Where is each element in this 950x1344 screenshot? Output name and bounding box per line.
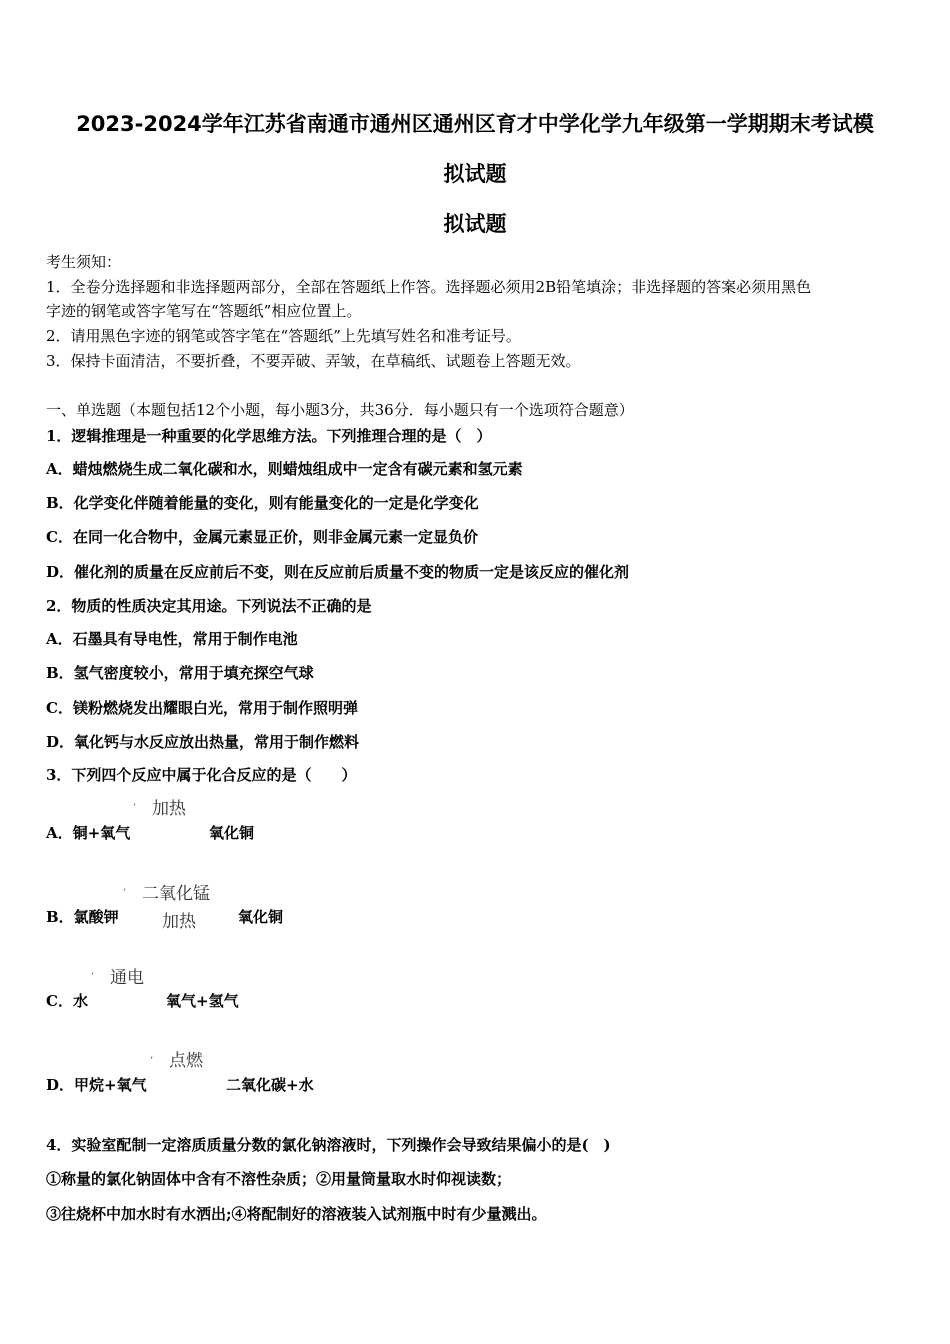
product-label: 氧气+氢气 <box>166 992 239 1010</box>
question-4-line-1: ①称量的氯化钠固体中含有不溶性杂质；②用量筒量取水时仰视读数； <box>46 1170 512 1188</box>
notice-item-2: 2．请用黑色字迹的钢笔或答字笔在“答题纸”上先填写姓名和准考证号。 <box>46 327 521 345</box>
page-title-line-1: 2023-2024学年江苏省南通市通州区通州区育才中学化学九年级第一学期期末考试模 <box>76 112 874 136</box>
notice-item-1-cont: 字迹的钢笔或答字笔写在“答题纸”相应位置上。 <box>46 302 362 320</box>
reaction-condition-top: 点燃 <box>169 1051 203 1071</box>
product-label: 二氧化碳+水 <box>226 1076 314 1094</box>
page-subtitle: 拟试题 <box>443 212 507 236</box>
question-1-option-b: B．化学变化伴随着能量的变化，则有能量变化的一定是化学变化 <box>46 494 479 512</box>
reaction-arrow-mark: ‘ <box>123 888 126 898</box>
reaction-condition-bottom: 加热 <box>162 912 196 932</box>
question-1-option-c: C．在同一化合物中，金属元素显正价，则非金属元素一定显负价 <box>46 528 478 546</box>
page-title-line-2: 拟试题 <box>443 162 507 186</box>
question-1-stem: 1．逻辑推理是一种重要的化学思维方法。下列推理合理的是（ ） <box>46 427 492 445</box>
reaction-arrow-mark: ‘ <box>91 972 94 982</box>
reactants-label: A．铜+氧气 <box>46 824 131 842</box>
question-2-option-b: B．氢气密度较小，常用于填充探空气球 <box>46 664 314 682</box>
reaction-arrow-mark: ‘ <box>150 1056 153 1066</box>
reaction-condition-top: 加热 <box>152 799 186 819</box>
question-3-stem: 3．下列四个反应中属于化合反应的是（ ） <box>46 766 357 784</box>
reaction-condition-top: 二氧化锰 <box>142 884 210 904</box>
notice-heading: 考生须知： <box>46 253 122 271</box>
question-2-option-a: A．石墨具有导电性，常用于制作电池 <box>46 630 298 648</box>
question-4-stem: 4．实验室配制一定溶质质量分数的氯化钠溶液时，下列操作会导致结果偏小的是( ) <box>46 1136 611 1154</box>
reaction-condition-top: 通电 <box>110 968 144 988</box>
question-1-option-d: D．催化剂的质量在反应前后不变，则在反应前后质量不变的物质一定是该反应的催化剂 <box>46 563 630 581</box>
reaction-arrow-mark: ‘ <box>133 803 136 813</box>
question-2-option-c: C．镁粉燃烧发出耀眼白光，常用于制作照明弹 <box>46 699 358 717</box>
section-heading: 一、单选题（本题包括12个小题，每小题3分，共36分．每小题只有一个选项符合题意） <box>46 401 634 419</box>
question-2-option-d: D．氧化钙与水反应放出热量，常用于制作燃料 <box>46 733 360 751</box>
question-1-option-a: A．蜡烛燃烧生成二氧化碳和水，则蜡烛组成中一定含有碳元素和氢元素 <box>46 460 523 478</box>
notice-item-1: 1．全卷分选择题和非选择题两部分，全部在答题纸上作答。选择题必须用2B铅笔填涂；非选择题的答案必须用黑色 <box>46 278 812 296</box>
question-2-stem: 2．物质的性质决定其用途。下列说法不正确的是 <box>46 597 372 615</box>
reactants-label: D．甲烷+氧气 <box>46 1076 147 1094</box>
product-label: 氧化铜 <box>209 824 255 842</box>
reactants-label: B．氯酸钾 <box>46 908 119 926</box>
reactants-label: C．水 <box>46 992 88 1010</box>
product-label: 氧化铜 <box>238 908 284 926</box>
notice-item-3: 3．保持卡面清洁，不要折叠，不要弄破、弄皱，在草稿纸、试题卷上答题无效。 <box>46 352 581 370</box>
question-4-line-2: ③往烧杯中加水时有水洒出;④将配制好的溶液装入试剂瓶中时有少量溅出。 <box>46 1205 547 1223</box>
